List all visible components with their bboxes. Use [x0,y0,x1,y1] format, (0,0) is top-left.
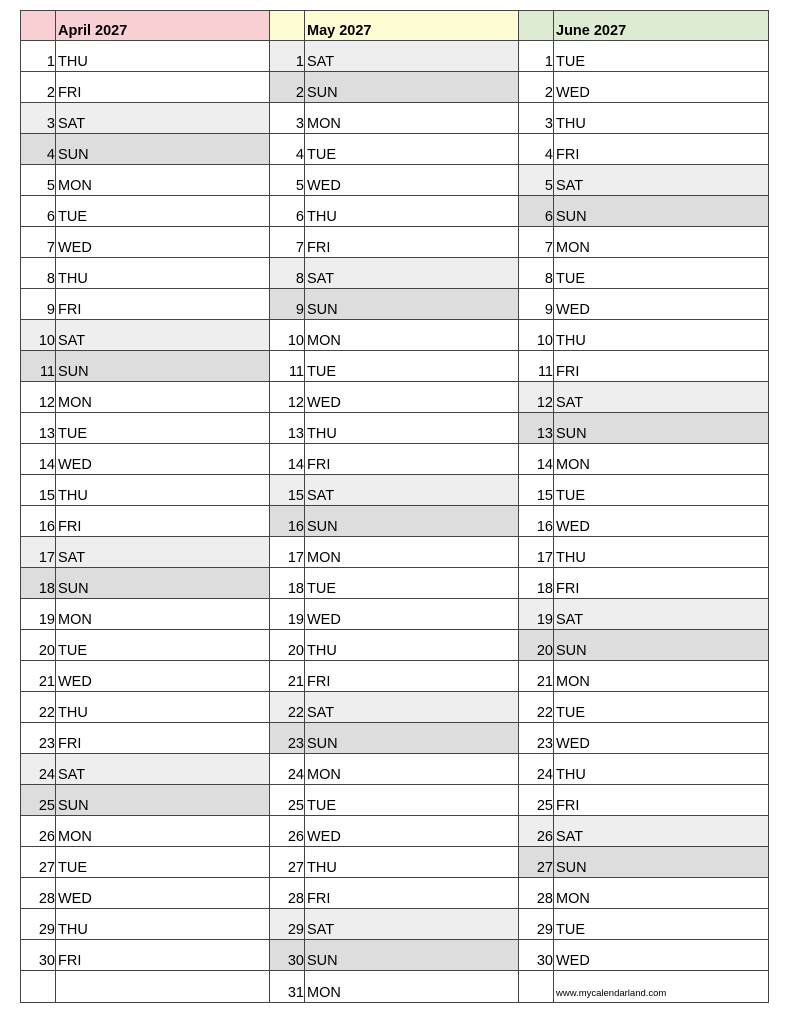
day-number: 29 [21,909,56,939]
day-row [519,103,768,134]
day-row [519,537,768,568]
day-row [519,754,768,785]
day-of-week: MON [307,767,341,783]
day-row [519,568,768,599]
day-number: 25 [21,785,56,815]
month-title: June 2027 [556,23,627,39]
day-number: 29 [519,909,554,939]
day-number: 5 [21,165,56,195]
month-header [270,10,518,41]
day-row [270,444,518,475]
day-of-week: SAT [58,333,86,349]
day-row [519,444,768,475]
day-number: 11 [21,351,56,381]
day-row [519,692,768,723]
day-of-week: WED [307,178,341,194]
day-of-week: SAT [556,395,584,411]
day-number: 8 [519,258,554,288]
day-of-week: SAT [307,54,335,70]
day-number: 14 [270,444,305,474]
day-of-week: WED [58,457,92,473]
day-of-week: WED [58,674,92,690]
day-number: 22 [270,692,305,722]
day-of-week: THU [307,860,337,876]
day-row [21,475,269,506]
day-number: 17 [21,537,56,567]
day-of-week: MON [58,612,92,628]
day-row [519,382,768,413]
day-of-week: SAT [556,612,584,628]
day-row [519,661,768,692]
day-row [21,103,269,134]
day-row [519,506,768,537]
day-of-week: THU [58,54,88,70]
day-row [270,909,518,940]
day-number: 30 [21,940,56,970]
day-number: 8 [21,258,56,288]
day-row [21,320,269,351]
day-of-week: SUN [307,85,338,101]
day-row [270,289,518,320]
day-row [519,165,768,196]
day-of-week: TUE [556,54,585,70]
day-row [519,878,768,909]
day-row [270,785,518,816]
day-number: 27 [270,847,305,877]
day-row [519,940,768,971]
day-row [21,723,269,754]
day-number: 6 [270,196,305,226]
day-number: 21 [270,661,305,691]
day-row [519,971,768,1002]
day-row [21,785,269,816]
day-row [270,630,518,661]
day-row [519,258,768,289]
day-of-week: MON [58,178,92,194]
day-of-week: TUE [307,798,336,814]
day-of-week: FRI [556,147,580,163]
day-row [21,971,269,1002]
day-number: 12 [519,382,554,412]
day-of-week: WED [307,829,341,845]
day-number [21,971,56,1002]
day-of-week: MON [307,333,341,349]
day-number: 20 [21,630,56,660]
day-of-week: SAT [556,178,584,194]
day-number: 26 [270,816,305,846]
day-of-week: TUE [556,705,585,721]
day-number: 13 [519,413,554,443]
day-row [519,847,768,878]
day-number: 22 [519,692,554,722]
day-number: 6 [21,196,56,226]
day-row [519,72,768,103]
day-of-week: SUN [307,736,338,752]
day-number: 24 [270,754,305,784]
day-number: 28 [519,878,554,908]
day-of-week: THU [58,705,88,721]
day-of-week: SAT [307,705,335,721]
day-number: 3 [21,103,56,133]
day-of-week: MON [58,829,92,845]
day-row [519,320,768,351]
day-row [21,847,269,878]
day-of-week: FRI [58,519,82,535]
day-of-week: WED [556,736,590,752]
day-row [21,630,269,661]
website-footer: www.mycalendarland.com [554,971,768,1002]
day-number: 22 [21,692,56,722]
day-of-week: WED [556,302,590,318]
day-number: 24 [21,754,56,784]
day-row [21,754,269,785]
day-of-week: FRI [58,302,82,318]
day-number: 16 [21,506,56,536]
day-row [270,878,518,909]
day-of-week: FRI [58,85,82,101]
day-number: 11 [519,351,554,381]
day-number: 12 [270,382,305,412]
day-number: 12 [21,382,56,412]
day-row [21,134,269,165]
day-of-week: SAT [58,767,86,783]
day-number: 23 [519,723,554,753]
day-number: 5 [519,165,554,195]
day-row [270,475,518,506]
day-of-week: MON [307,985,341,1001]
day-number: 7 [21,227,56,257]
day-number: 16 [270,506,305,536]
day-row [21,537,269,568]
day-number: 27 [519,847,554,877]
day-of-week [56,971,269,1002]
day-of-week: FRI [58,953,82,969]
header-number-cell [519,11,554,40]
day-number: 3 [519,103,554,133]
day-row [21,196,269,227]
day-of-week: THU [556,550,586,566]
day-of-week: SUN [307,953,338,969]
day-number: 19 [519,599,554,629]
day-row [270,134,518,165]
day-row [270,227,518,258]
month-title: May 2027 [307,23,372,39]
day-row [519,351,768,382]
day-of-week: TUE [556,922,585,938]
day-row [270,196,518,227]
day-number: 4 [519,134,554,164]
day-of-week: SUN [58,147,89,163]
day-row [519,475,768,506]
day-of-week: FRI [307,674,331,690]
day-number: 30 [519,940,554,970]
day-row [270,754,518,785]
day-number: 28 [21,878,56,908]
day-number: 10 [21,320,56,350]
day-of-week: FRI [556,364,580,380]
day-of-week: TUE [307,581,336,597]
day-of-week: MON [307,550,341,566]
day-row [519,41,768,72]
day-of-week: SAT [307,488,335,504]
day-row [270,940,518,971]
day-row [21,909,269,940]
day-row [21,382,269,413]
day-of-week: WED [556,953,590,969]
day-of-week: THU [307,426,337,442]
day-of-week: THU [307,643,337,659]
day-row [21,661,269,692]
day-of-week: WED [58,240,92,256]
day-of-week: THU [556,767,586,783]
day-row [21,41,269,72]
day-row [270,537,518,568]
day-number: 28 [270,878,305,908]
day-number: 16 [519,506,554,536]
day-row [270,351,518,382]
day-of-week: SAT [556,829,584,845]
day-of-week: THU [556,333,586,349]
day-number: 14 [519,444,554,474]
day-of-week: SUN [307,302,338,318]
month-header [519,10,768,41]
day-row [519,723,768,754]
day-number: 21 [519,661,554,691]
day-of-week: TUE [58,209,87,225]
day-row [519,630,768,661]
day-row [270,971,518,1002]
day-row [21,692,269,723]
day-number: 9 [270,289,305,319]
day-number: 15 [519,475,554,505]
day-row [21,165,269,196]
day-number: 25 [519,785,554,815]
day-number: 20 [270,630,305,660]
day-of-week: FRI [556,581,580,597]
day-row [21,258,269,289]
day-row [270,382,518,413]
day-row [519,413,768,444]
day-row [21,599,269,630]
day-number: 17 [270,537,305,567]
day-number: 19 [270,599,305,629]
day-of-week: SAT [58,550,86,566]
day-number: 11 [270,351,305,381]
day-of-week: WED [556,85,590,101]
day-row [270,506,518,537]
day-row [270,599,518,630]
day-row [519,227,768,258]
day-of-week: THU [58,271,88,287]
day-of-week: WED [58,891,92,907]
day-of-week: FRI [307,240,331,256]
day-of-week: TUE [58,643,87,659]
day-of-week: SUN [556,643,587,659]
day-row [270,258,518,289]
day-row [270,103,518,134]
day-row [270,413,518,444]
day-row [519,816,768,847]
day-of-week: SUN [556,860,587,876]
day-of-week: TUE [556,488,585,504]
day-row [21,289,269,320]
day-number: 1 [519,41,554,71]
day-number: 1 [270,41,305,71]
day-row [270,692,518,723]
day-row [519,289,768,320]
day-of-week: MON [556,891,590,907]
day-of-week: FRI [307,457,331,473]
day-row [270,320,518,351]
day-number: 13 [21,413,56,443]
day-number: 3 [270,103,305,133]
day-of-week: MON [556,240,590,256]
month-column [270,10,519,1002]
day-number: 30 [270,940,305,970]
day-number: 18 [519,568,554,598]
day-number: 7 [519,227,554,257]
day-row [519,909,768,940]
day-number: 31 [270,971,305,1002]
day-number: 6 [519,196,554,226]
day-number: 14 [21,444,56,474]
day-number: 9 [21,289,56,319]
day-row [21,351,269,382]
day-of-week: WED [307,395,341,411]
day-number: 5 [270,165,305,195]
day-of-week: TUE [556,271,585,287]
day-of-week: FRI [556,798,580,814]
day-of-week: SUN [58,798,89,814]
day-of-week: TUE [58,426,87,442]
day-number: 8 [270,258,305,288]
day-number: 4 [270,134,305,164]
day-row [21,878,269,909]
day-row [519,196,768,227]
day-of-week: THU [58,922,88,938]
day-of-week: WED [307,612,341,628]
day-number: 9 [519,289,554,319]
day-row [21,413,269,444]
day-row [21,227,269,258]
day-number [519,971,554,1002]
day-of-week: SUN [58,364,89,380]
day-row [21,444,269,475]
day-of-week: FRI [307,891,331,907]
day-number: 29 [270,909,305,939]
day-row [270,165,518,196]
day-number: 15 [21,475,56,505]
day-of-week: FRI [58,736,82,752]
day-number: 2 [270,72,305,102]
day-number: 25 [270,785,305,815]
day-row [270,568,518,599]
day-row [519,785,768,816]
day-of-week: THU [58,488,88,504]
day-number: 26 [519,816,554,846]
day-of-week: MON [556,457,590,473]
month-column [519,10,769,1002]
day-row [270,723,518,754]
day-number: 18 [270,568,305,598]
day-row [270,661,518,692]
calendar-sheet [20,10,769,1003]
day-of-week: WED [556,519,590,535]
day-row [519,134,768,165]
day-number: 26 [21,816,56,846]
day-of-week: TUE [58,860,87,876]
day-number: 19 [21,599,56,629]
day-row [21,816,269,847]
day-number: 10 [519,320,554,350]
day-number: 7 [270,227,305,257]
day-number: 18 [21,568,56,598]
day-of-week: SUN [58,581,89,597]
day-of-week: SAT [307,922,335,938]
header-number-cell [270,11,305,40]
day-of-week: SUN [556,209,587,225]
day-of-week: SAT [307,271,335,287]
day-row [270,72,518,103]
day-row [270,816,518,847]
day-row [21,72,269,103]
day-row [21,940,269,971]
day-of-week: THU [307,209,337,225]
month-title: April 2027 [58,23,128,39]
day-number: 2 [519,72,554,102]
day-number: 27 [21,847,56,877]
day-number: 23 [270,723,305,753]
day-of-week: SUN [307,519,338,535]
day-row [270,41,518,72]
day-number: 10 [270,320,305,350]
day-of-week: TUE [307,147,336,163]
day-row [270,847,518,878]
day-number: 20 [519,630,554,660]
day-row [21,568,269,599]
day-of-week: MON [58,395,92,411]
day-number: 23 [21,723,56,753]
day-number: 1 [21,41,56,71]
day-number: 13 [270,413,305,443]
day-number: 4 [21,134,56,164]
day-of-week: THU [556,116,586,132]
day-number: 21 [21,661,56,691]
day-of-week: MON [307,116,341,132]
day-number: 2 [21,72,56,102]
day-of-week: SUN [556,426,587,442]
day-of-week: MON [556,674,590,690]
day-row [21,506,269,537]
day-of-week: SAT [58,116,86,132]
day-number: 15 [270,475,305,505]
day-row [519,599,768,630]
header-number-cell [21,11,56,40]
day-number: 17 [519,537,554,567]
day-number: 24 [519,754,554,784]
month-header [21,10,269,41]
day-of-week: TUE [307,364,336,380]
month-column [21,10,270,1002]
